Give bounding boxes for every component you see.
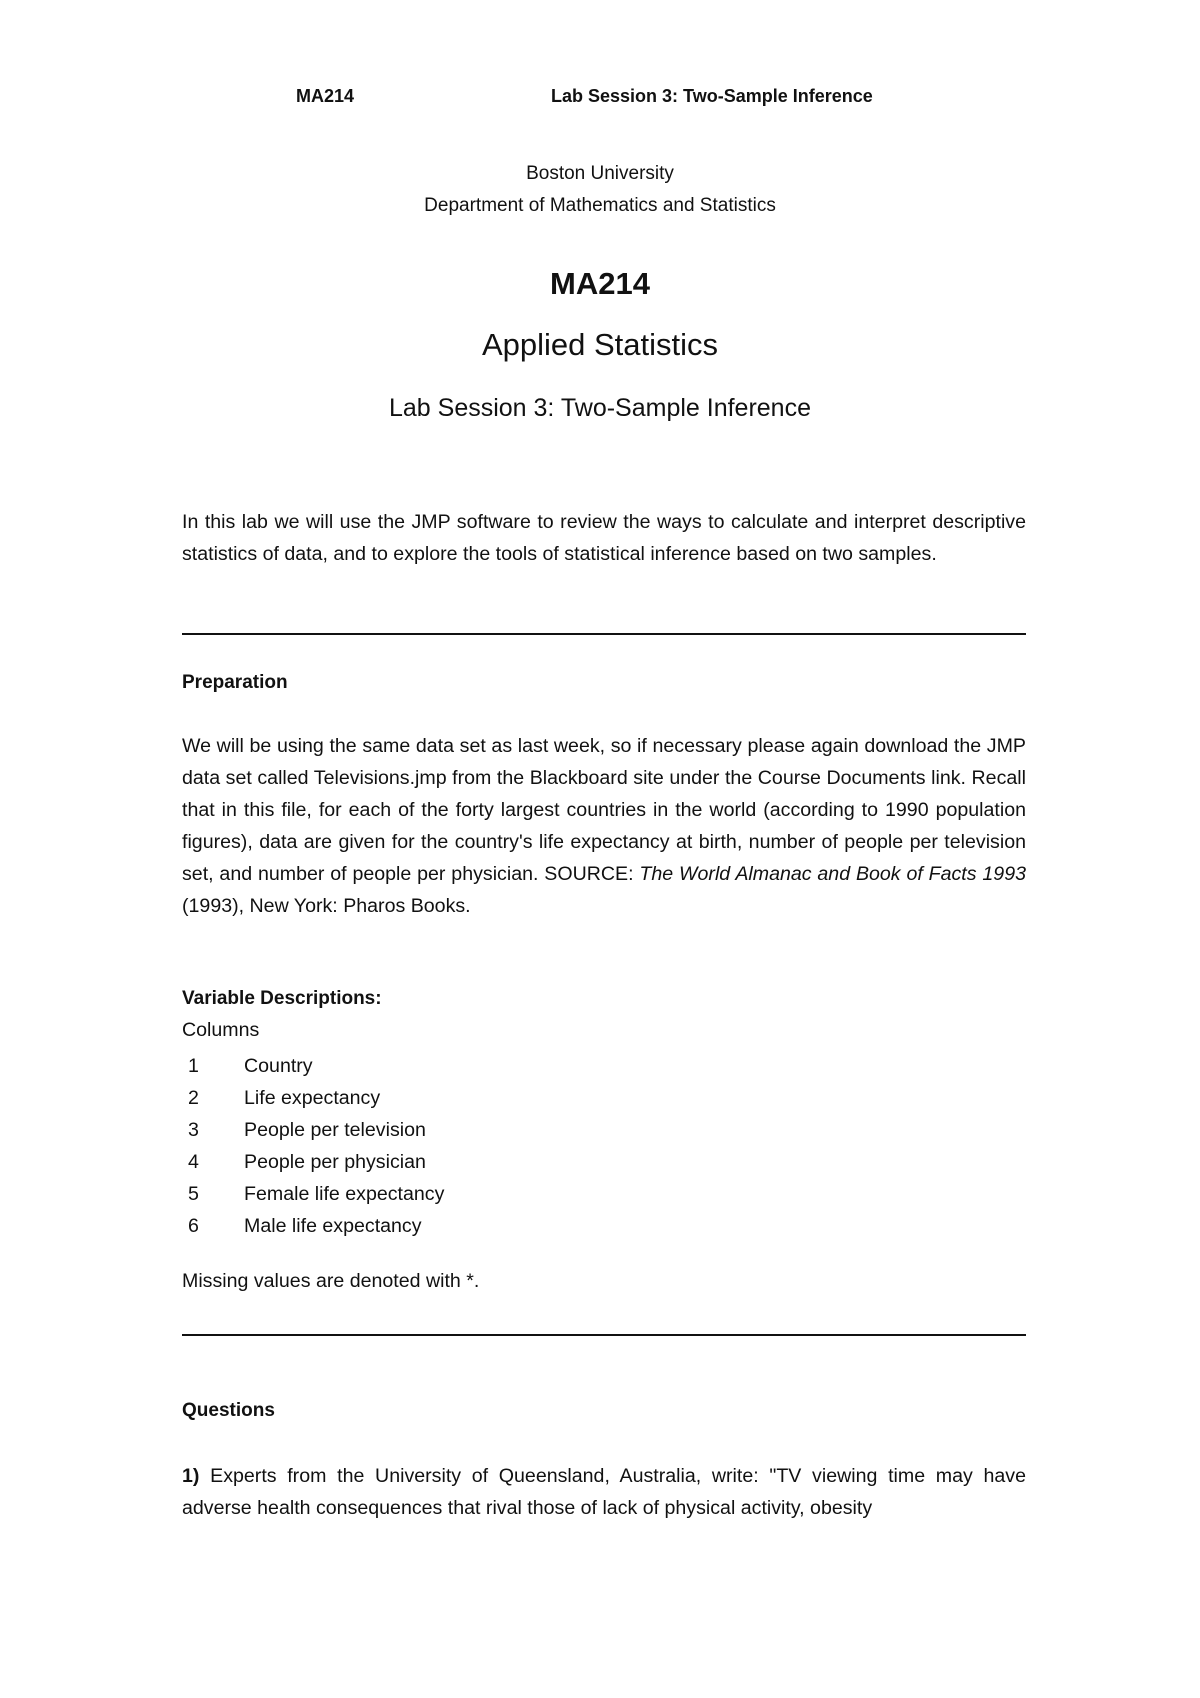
variable-descriptions-heading: Variable Descriptions: — [182, 988, 382, 1009]
variable-label: People per television — [244, 1119, 426, 1141]
variable-label: Life expectancy — [244, 1087, 381, 1109]
question-number: 1) — [182, 1465, 200, 1487]
running-header-course: MA214 — [296, 86, 355, 106]
source-title: The World Almanac and Book of Facts 1993 — [639, 863, 1026, 885]
question-1 — [182, 1460, 1026, 1524]
section-divider — [182, 1334, 1026, 1336]
running-header — [0, 86, 1200, 110]
preparation-paragraph — [182, 730, 1026, 922]
list-item — [182, 1082, 444, 1114]
section-divider — [182, 633, 1026, 635]
variable-number: 1 — [188, 1055, 199, 1077]
columns-label: Columns — [182, 1019, 260, 1041]
variable-number: 5 — [188, 1183, 199, 1205]
lab-title: Lab Session 3: Two-Sample Inference — [388, 394, 811, 422]
list-item — [182, 1178, 444, 1210]
variable-list — [182, 1050, 444, 1242]
course-name: Applied Statistics — [481, 327, 719, 362]
intro-paragraph: In this lab we will use the JMP software to review the ways to calculate and interpret descriptive statistics of data, and to explore the tools of statistical inference based on two samples. — [182, 511, 1026, 565]
preparation-text-end: (1993), New York: Pharos Books. — [182, 895, 471, 917]
question-text: Experts from the University of Queensland, Australia, write: "TV viewing time may have adverse health consequences that rival those of lack of physical activity, obesity — [182, 1465, 1026, 1519]
questions-heading: Questions — [182, 1400, 275, 1421]
preparation-text: We will be using the same data set as last week, so if necessary please again download the JMP data set called Televisions.jmp from the Blackboard site under the Course Documents link. Recall that in this file, for each of the forty largest countries in the world (according to 1990 population figures), data are given for the country's life expectancy at birth, number of people per television set, and number of people per physician. SOURCE: — [182, 735, 1026, 885]
variable-label: People per physician — [244, 1151, 426, 1173]
department-name: Department of Mathematics and Statistics — [424, 195, 776, 216]
variable-number: 6 — [188, 1215, 199, 1237]
list-item — [182, 1146, 444, 1178]
variable-label: Female life expectancy — [244, 1183, 445, 1205]
running-header-title: Lab Session 3: Two-Sample Inference — [551, 86, 873, 106]
list-item — [182, 1210, 444, 1242]
university-name: Boston University — [526, 163, 674, 184]
variable-label: Country — [244, 1055, 313, 1077]
variable-label: Male life expectancy — [244, 1215, 422, 1237]
list-item — [182, 1050, 444, 1082]
preparation-heading: Preparation — [182, 672, 288, 693]
institution-block — [0, 158, 1200, 222]
course-code: MA214 — [550, 266, 650, 301]
variable-number: 4 — [188, 1151, 199, 1173]
missing-values-note: Missing values are denoted with *. — [182, 1270, 480, 1292]
variable-number: 3 — [188, 1119, 199, 1141]
variable-number: 2 — [188, 1087, 199, 1109]
list-item — [182, 1114, 444, 1146]
